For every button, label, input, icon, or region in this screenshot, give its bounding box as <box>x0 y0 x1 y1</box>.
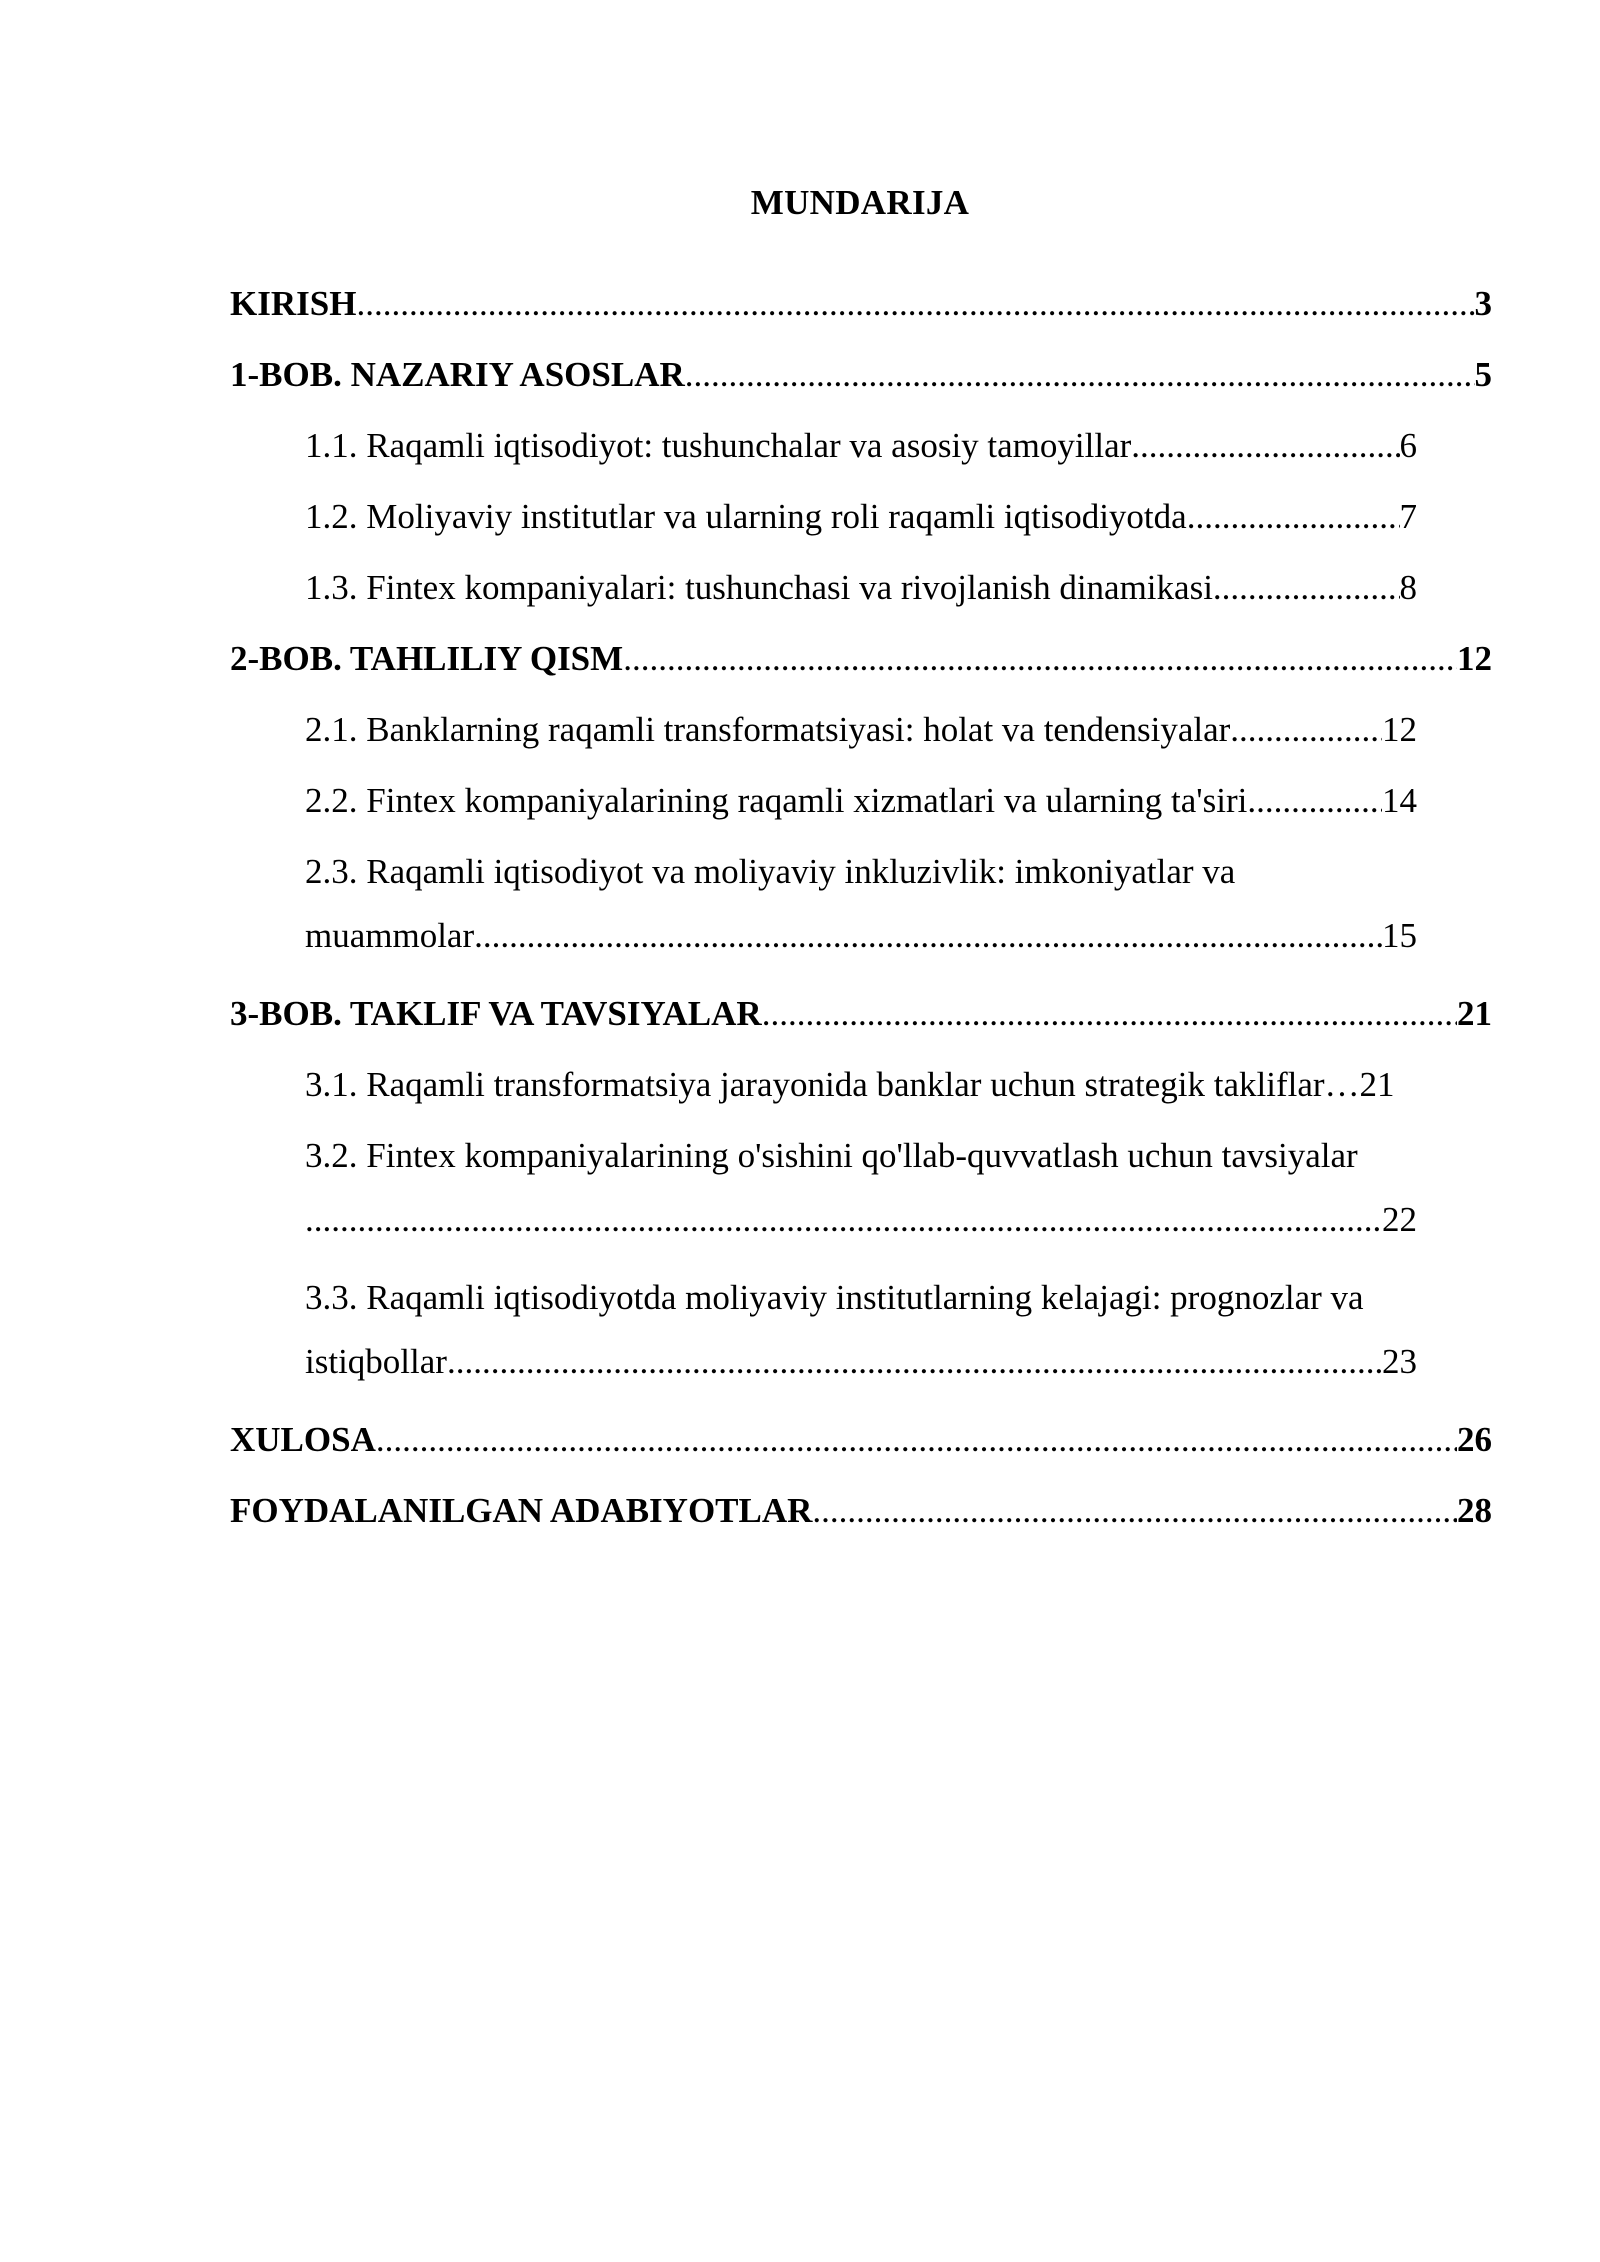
dot-leader <box>812 1479 1457 1543</box>
dot-leader <box>685 343 1475 407</box>
dot-leader <box>1247 769 1382 833</box>
toc-page-number: 6 <box>1399 426 1417 465</box>
dot-leader <box>1230 698 1382 762</box>
dot-leader <box>1325 1053 1360 1117</box>
dot-leader <box>356 272 1474 336</box>
dot-leader <box>376 1408 1457 1472</box>
table-of-contents <box>230 272 1492 1550</box>
toc-page-number: 28 <box>1457 1491 1492 1530</box>
toc-entry-label: 1.1. Raqamli iqtisodiyot: tushunchalar va asosiy tamoyillar <box>305 426 1132 465</box>
toc-entry-label: 3.2. Fintex kompaniyalarining o'sishini qo'llab-quvvatlash uchun tavsiyalar <box>305 1136 1358 1175</box>
toc-entry-label: 2.3. Raqamli iqtisodiyot va moliyaviy inkluzivlik: imkoniyatlar va <box>305 852 1236 891</box>
toc-page-number: 26 <box>1457 1420 1492 1459</box>
toc-entry-adabiyotlar <box>230 1479 1492 1550</box>
dot-leader <box>305 1188 1382 1252</box>
page-title: MUNDARIJA <box>750 183 970 222</box>
dot-leader <box>1187 485 1400 549</box>
dot-leader <box>447 1330 1382 1394</box>
toc-entry-label: FOYDALANILGAN ADABIYOTLAR <box>230 1491 813 1530</box>
dot-leader <box>762 982 1457 1046</box>
toc-page-number: 5 <box>1474 355 1492 394</box>
toc-entry-label: 1.3. Fintex kompaniyalari: tushunchasi va rivojlanish dinamikasi <box>305 568 1213 607</box>
dot-leader <box>623 627 1457 691</box>
dot-leader <box>1213 556 1400 620</box>
toc-entry-chapter-3 <box>230 982 1492 1053</box>
toc-page-number: 12 <box>1457 639 1492 678</box>
toc-page-number: 15 <box>1382 916 1417 955</box>
toc-page-number: 21 <box>1359 1065 1395 1104</box>
toc-entry-label: 3.3. Raqamli iqtisodiyotda moliyaviy institutlarning kelajagi: prognozlar va <box>305 1278 1364 1317</box>
toc-entry-section-1-1 <box>305 414 1417 485</box>
toc-entry-label: 1-BOB. NAZARIY ASOSLAR <box>230 355 685 394</box>
toc-entry-kirish <box>230 272 1492 343</box>
toc-page-number: 12 <box>1382 710 1417 749</box>
toc-entry-label: 2.2. Fintex kompaniyalarining raqamli xizmatlari va ularning ta'siri <box>305 781 1248 820</box>
toc-entry-section-2-1 <box>305 698 1417 769</box>
toc-entry-section-2-3 <box>305 840 1417 982</box>
dot-leader <box>474 904 1382 968</box>
toc-entry-xulosa <box>230 1408 1492 1479</box>
dot-leader <box>1131 414 1399 478</box>
toc-entry-section-1-2 <box>305 485 1417 556</box>
toc-page-number: 23 <box>1382 1342 1417 1381</box>
toc-entry-label: KIRISH <box>230 284 357 323</box>
toc-page-number: 21 <box>1457 994 1492 1033</box>
toc-entry-label: 3-BOB. TAKLIF VA TAVSIYALAR <box>230 994 762 1033</box>
toc-entry-section-3-1 <box>305 1053 1417 1124</box>
toc-entry-label: 2-BOB. TAHLILIY QISM <box>230 639 624 678</box>
toc-entry-label-continued: istiqbollar <box>305 1342 447 1381</box>
toc-entry-section-2-2 <box>305 769 1417 840</box>
toc-entry-label: 3.1. Raqamli transformatsiya jarayonida banklar uchun strategik takliflar <box>305 1065 1325 1104</box>
toc-page-number: 14 <box>1382 781 1417 820</box>
toc-entry-section-3-2 <box>305 1124 1417 1266</box>
toc-entry-label: 2.1. Banklarning raqamli transformatsiyasi: holat va tendensiyalar <box>305 710 1231 749</box>
toc-entry-label-continued: muammolar <box>305 916 475 955</box>
toc-entry-section-3-3 <box>305 1266 1417 1408</box>
toc-entry-chapter-2 <box>230 627 1492 698</box>
toc-page-number: 7 <box>1399 497 1417 536</box>
toc-page-number: 8 <box>1399 568 1417 607</box>
toc-entry-label: 1.2. Moliyaviy institutlar va ularning roli raqamli iqtisodiyotda <box>305 497 1187 536</box>
toc-entry-label: XULOSA <box>230 1420 376 1459</box>
toc-entry-section-1-3 <box>305 556 1417 627</box>
toc-page-number: 22 <box>1382 1200 1417 1239</box>
toc-entry-chapter-1 <box>230 343 1492 414</box>
toc-page-number: 3 <box>1474 284 1492 323</box>
